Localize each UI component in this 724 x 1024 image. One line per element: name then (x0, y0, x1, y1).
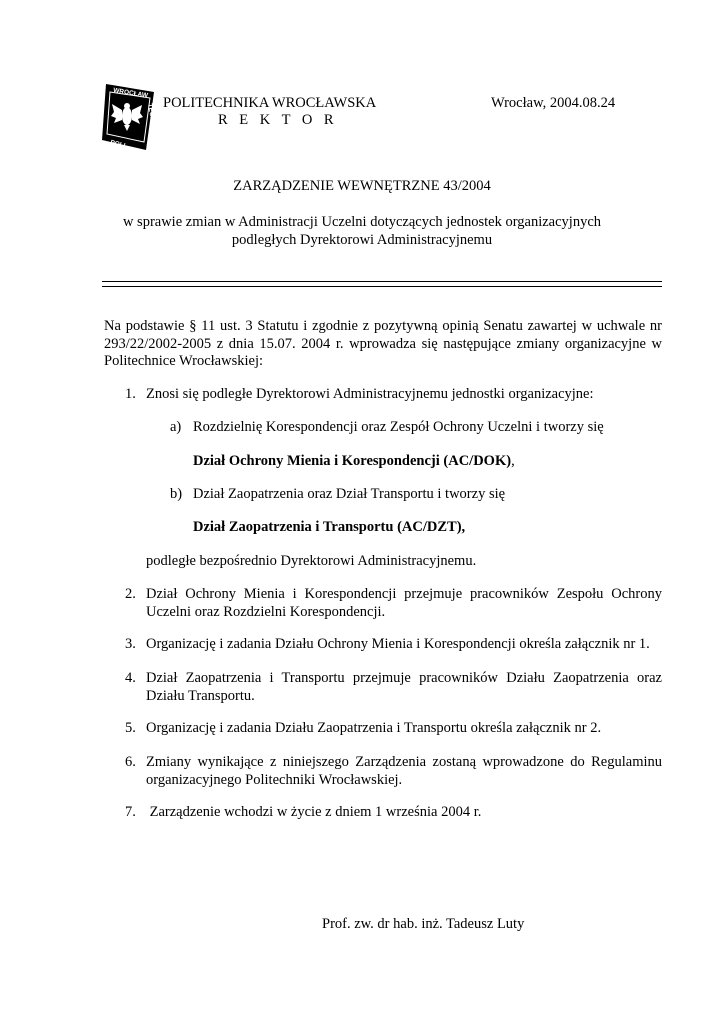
subordination-note: podległe bezpośrednio Dyrektorowi Administracyjnemu. (146, 553, 477, 569)
unit-suffix: , (511, 453, 515, 469)
order-title: ZARZĄDZENIE WEWNĘTRZNE 43/2004 (233, 178, 491, 194)
sub-item-text: Dział Zaopatrzenia oraz Dział Transportu i tworzy się (193, 486, 506, 502)
logo-side-text: TECHNIKA (146, 103, 159, 138)
subject-line-2: podległych Dyrektorowi Administracyjnemu (231, 232, 493, 248)
office-title: R E K T O R (218, 112, 338, 128)
sub-item-letter: b) (170, 486, 183, 502)
sub-item-letter: a) (170, 419, 182, 435)
item-number: 4. (125, 670, 136, 686)
item-number: 6. (125, 754, 136, 770)
item-number: 2. (125, 586, 136, 602)
item-text: Znosi się podległe Dyrektorowi Administracyjnemu jednostki organizacyjne: (146, 386, 594, 402)
item-text: Zmiany wynikające z niniejszego Zarządzenia zostaną wprowadzone do Regulaminu organizacyjnego Politechniki Wrocławskiej. (146, 754, 662, 788)
signature: Prof. zw. dr hab. inż. Tadeusz Luty (322, 916, 525, 932)
logo-top-text: WROCŁAW (112, 87, 149, 100)
item-text: Zarządzenie wchodzi w życie z dniem 1 września 2004 r. (146, 804, 482, 820)
item-number: 1. (125, 386, 136, 402)
university-name: POLITECHNIKA WROCŁAWSKA (163, 95, 377, 111)
place-date: Wrocław, 2004.08.24 (491, 95, 616, 111)
subject-line-1: w sprawie zmian w Administracji Uczelni dotyczących jednostek organizacyjnych (122, 214, 602, 230)
sub-item-text: Rozdzielnię Korespondencji oraz Zespół Ochrony Uczelni i tworzy się (193, 419, 604, 435)
order-subject (120, 213, 604, 249)
item-number: 5. (125, 720, 136, 736)
item-text: Organizację i zadania Działu Ochrony Mienia i Korespondencji określa załącznik nr 1. (146, 636, 650, 652)
sub-item-unit (193, 453, 515, 471)
item-text: Organizację i zadania Działu Zaopatrzenia i Transportu określa załącznik nr 2. (146, 720, 602, 736)
item-number: 7. (125, 804, 136, 820)
unit-name: Dział Zaopatrzenia i Transportu (AC/DZT), (193, 519, 466, 535)
preamble: Na podstawie § 11 ust. 3 Statutu i zgodnie z pozytywną opinią Senatu zawartej w uchwale nr 293/22/2002-2005 z dnia 15.07. 2004 r. wprowadza się następujące zmiany organizacyjne w Politechnice Wrocławskiej: (104, 318, 662, 369)
item-text: Dział Zaopatrzenia i Transportu przejmuje pracowników Działu Zaopatrzenia oraz Działu Transportu. (146, 670, 662, 704)
unit-name: Dział Ochrony Mienia i Korespondencji (AC/DOK) (193, 453, 512, 469)
university-logo (100, 82, 160, 152)
sub-item-unit (193, 519, 465, 537)
item-number: 3. (125, 636, 136, 652)
divider-line (102, 281, 662, 282)
divider-line (102, 286, 662, 287)
item-text: Dział Ochrony Mienia i Korespondencji przejmuje pracowników Zespołu Ochrony Uczelni oraz Rozdzielni Korespondencji. (146, 586, 662, 620)
logo-bottom-text: POLI (109, 139, 126, 150)
